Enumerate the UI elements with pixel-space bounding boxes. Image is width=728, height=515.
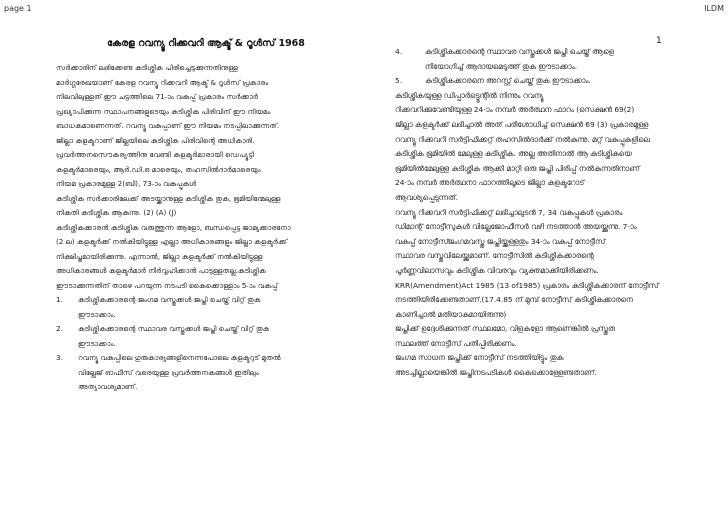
list-item-line	[56, 351, 356, 366]
text-line: റവന്യൂ റിക്കവറി സർട്ടിഫിക്കറ്റ് ലഭിച്ചാലുടൻ 7, 34 വകുപ്പുകൾ പ്രകാരം	[395, 207, 623, 217]
list-item-number: 2.	[56, 324, 63, 333]
text-line: കളക്ടർമാരെയും, ആർ.ഡി.ഒ മാരെയും, തഹസിൽദാർമാരെയും	[56, 164, 261, 174]
text-line: ഭൂമിയിൽമേലുള്ള കുടിശ്ശിക ആക്കി മാറ്റി ഒരു ജപ്തി പിരിപ്പ് നൽകുന്നതിനാണ്	[395, 163, 640, 173]
left-paragraphs	[56, 61, 356, 293]
list-item-line	[56, 380, 356, 395]
list-item-line	[395, 60, 677, 75]
text-line: കുടിശ്ശികയുള്ള ഡിപ്പാർട്ട്മെന്റിൽ നിന്നും റവന്യൂ	[395, 90, 544, 100]
text-line: നിയോഗിച്ച് ആദായമെടുത്ത് തുക ഈടാക്കാം.	[425, 61, 578, 71]
text-line: കുടിശ്ശിക ഭൂമിയിൽ മേലുള്ള കുടിശ്ശിക. അല്ല അതിനാൽ ആ കുടിശ്ശികയെ	[395, 149, 632, 159]
text-line: അടച്ചില്ലായെങ്കിൽ ജപ്തിനടപടികൾ കൈക്കൊള്ളേണ്ടതാണ്.	[395, 368, 597, 378]
text-line: KRR(Amendment)Act 1985 (13 of1985) പ്രകാരം കുടിശ്ശികക്കാരന് നോട്ടീസ്	[395, 280, 659, 290]
left-column	[56, 38, 356, 395]
text-line: ഡിമാന്റ് നോട്ടീസുകൾ വില്ലേജോഫീസർ വഴി നടത്താൻ അയയ്ക്കുന്നു. 7-ാം	[395, 222, 637, 232]
text-line: വില്ലേജ് ഓഫീസ് വരെയുള്ള പ്രവർത്തനകങ്ങൾ ഇതിലും	[78, 367, 259, 377]
text-line: സ്ഥാവര വസ്തുവിലേയ്ക്കുമാണ്. നോട്ടീസിൽ കുടിശ്ശികക്കാരന്റെ	[395, 251, 594, 261]
list-item-number: 1.	[56, 295, 63, 304]
text-line: കുടിശ്ശികക്കാരന്റെ സ്ഥാവര വസ്തുക്കൾ ജപ്തി ചെയ്ത് ആളെ	[425, 47, 614, 56]
text-line: 24-ാം നമ്പർ അർത്ഥനാ ഫാറത്തിലൂടെ ജില്ലാ കളക്ടറോട്	[395, 178, 585, 188]
list-item-number	[56, 337, 78, 352]
text-line: സർക്കാരിന് ലഭിക്കേണ്ട കുടിശ്ശിക പിരിച്ചെടുക്കുന്നതിനുള്ള	[56, 63, 239, 72]
page-number: 1	[656, 36, 662, 46]
text-line: ഈടാക്കാം.	[78, 309, 116, 319]
text-line: പൂർണ്ണവിലാസവും കുടിശ്ശിക വിവരവും വ്യക്തമാക്കിയിരിക്കണം.	[395, 265, 599, 275]
text-line: നിയമ പ്രകാരമുള്ള 2(ബി), 73-ാം വകുപ്പുകൾ	[56, 179, 197, 188]
list-item-number: 5.	[395, 76, 403, 86]
text-line: ജംഗമ സാധന ജപ്തിക്ക് നോട്ടീസ് നടത്തിയിട്ടും തുക	[395, 353, 564, 363]
page-label: page 1	[4, 4, 32, 13]
list-item-number	[56, 308, 78, 323]
text-line: റിക്കവറിക്കുവേണ്ടിയുള്ള 24-ാം നമ്പർ അർത്ഥന ഫാറം (സെക്ഷൻ 69(2)	[395, 105, 635, 115]
list-item-number: 4.	[395, 47, 403, 56]
text-line: വകുപ്പ് നോട്ടീസ്ജംഗമവസ്തു ജപ്തിയ്ക്കുള്ളതും 34-ാം വകുപ്പ് നോട്ടീസ്	[395, 236, 606, 246]
text-line: സ്ഥലത്ത് നോട്ടീസ് പതിപ്പിരിക്കണം.	[395, 338, 517, 348]
list-item-line	[56, 293, 356, 308]
list-item-line	[395, 45, 677, 60]
list-item-number	[56, 366, 78, 381]
right-column	[395, 45, 677, 381]
text-line: ജില്ലാ കളക്ടർക്ക് ലഭിച്ചാൽ അത് പരിശോധിച്ച് സെക്ഷൻ 69 (3) പ്രകാരമുള്ള	[395, 119, 649, 129]
list-item-number	[56, 380, 78, 395]
text-line: മാർഗ്ഗരേഖയാണ് കേരള റവന്യൂ റിക്കവറി ആക്ട് & റൂൾസ് പ്രകാരം	[56, 77, 269, 87]
text-line: (2 ല) കളക്ടർക്ക് നൽകിയിട്ടുള്ള എല്ലാ അധികാരങ്ങളും ജില്ലാ കളക്ടർക്ക്	[56, 237, 288, 246]
text-line: ബാധകമാണെന്നത്. റവന്യൂ വകുപ്പാണ് ഈ നിയമം നടപ്പിലാക്കുന്നത്.	[56, 121, 280, 130]
list-item-line	[56, 322, 356, 337]
text-line: പ്രവർത്തനസൌകര്യത്തിനു വേണ്ടി കളക്ടർമാരായി ഡെപ്യൂട്ടി	[56, 150, 255, 159]
document-tag: ILDM	[704, 4, 724, 13]
text-line: റവന്യൂ വകുപ്പിലെ ഗുരുകാര്യങ്ങളിനെന്നപോലെ കളക്ടറുട് മുതൽ	[78, 353, 281, 362]
text-line: നിലവിലുള്ളത് ഈ ചട്ടത്തിലെ 71-ാം വകുപ്പ് പ്രകാരം സർക്കാർ	[56, 92, 258, 101]
right-paragraphs	[395, 89, 677, 381]
left-numbered-list	[56, 293, 356, 395]
text-line: ഈടാക്കുന്നതിന് താഴെ പറയുന്ന നടപടി കൈക്കൊള്ളാം 5-ാം വകുപ്പ്	[56, 280, 278, 290]
list-item-line	[56, 308, 356, 323]
text-line: അധികാരങ്ങൾ കളക്ടർമാർ നിർവ്വഹിക്കാൻ പാടുള്ളതല്ല.കുടിശ്ശിക	[56, 266, 266, 275]
text-line: നികുതി കുടിശ്ശിക ആകുന്നു. (2) (A) (J)	[56, 208, 177, 217]
document-title: കേരള റവന്യൂ റിക്കവറി ആക്ട് & റൂൾസ് 1968	[107, 38, 305, 49]
text-line: പ്രഖ്യാപിക്കുന്ന സ്ഥാപനങ്ങളുടെയും കുടിശ്ശിക പിരിവിന് ഈ നിയമം	[56, 106, 271, 116]
text-line: ആവശ്യപ്പെടുന്നത്.	[395, 192, 459, 202]
right-numbered-list	[395, 45, 677, 89]
text-line: നിക്ഷിപ്തമായിരിക്കുന്നു. എന്നാൽ, ജില്ലാ കളക്ടർക്ക് നൽകിയിട്ടുള്ള	[56, 251, 263, 261]
list-item-line	[56, 337, 356, 352]
text-line: നടത്തിയിരിക്കേണ്ടതാണ്.(17.4.85 ന് മുമ്പ് നോട്ടീസ് കുടിശ്ശികക്കാരനെ	[395, 295, 633, 305]
list-item-number: 3.	[56, 353, 63, 362]
text-line: ജപ്തിക്ക് ഉദ്ദേശിക്കുന്നത് സ്ഥലമോ, വിളകളോ ആണെങ്കിൽ പ്രസ്തുത	[395, 324, 615, 334]
list-item-number	[395, 60, 425, 75]
text-line: കുടിശ്ശികക്കാരന്റെ ജംഗമ വസ്തുക്കൾ ജപ്തി ചെയ്ത് വിറ്റ് തുക	[78, 295, 261, 304]
text-line: കാണിച്ചാൽ മതിയാകുമായിരുന്നു)	[395, 309, 507, 319]
list-item-line	[56, 366, 356, 381]
text-line: ജില്ലാ കളക്ടറാണ് ജില്ലയിലെ കുടിശ്ശിക പിരിവിന്റെ അധികാരി.	[56, 135, 255, 145]
text-line: കുടിശ്ശികക്കാരനെ അറസ്റ്റ് ചെയ്ത് തുക ഈടാക്കാം.	[425, 76, 591, 86]
text-line: അത്യാവശ്യമാണ്.	[78, 382, 138, 391]
text-line: കുടിശ്ശിക സർക്കാരിലേക്ക് അടയ്ക്കാനുള്ള കുടിശ്ശിക തുക, ഭൂമിയിന്മേലുള്ള	[56, 193, 281, 203]
text-line: കുടിശ്ശികക്കാരന്റെ സ്ഥാവര വസ്തുക്കൾ ജപ്തി ചെയ്ത് വിറ്റ് തുക	[78, 324, 270, 333]
list-item-line	[395, 74, 677, 89]
text-line: കുടിശ്ശികക്കാരൻ കുടിശ്ശിക വരുത്തുന്ന ആളോ, ബന്ധപ്പെട്ട ജാമ്യക്കാരനോ	[56, 222, 291, 232]
text-line: ഈടാക്കാം.	[78, 338, 116, 348]
text-line: റവന്യൂ റിക്കവറി സർട്ടിഫിക്കറ്റ് തഹസിൽദാർക്ക് നൽകുന്നു. മറ്റ് വകുപ്പുകളിലെ	[395, 134, 650, 144]
